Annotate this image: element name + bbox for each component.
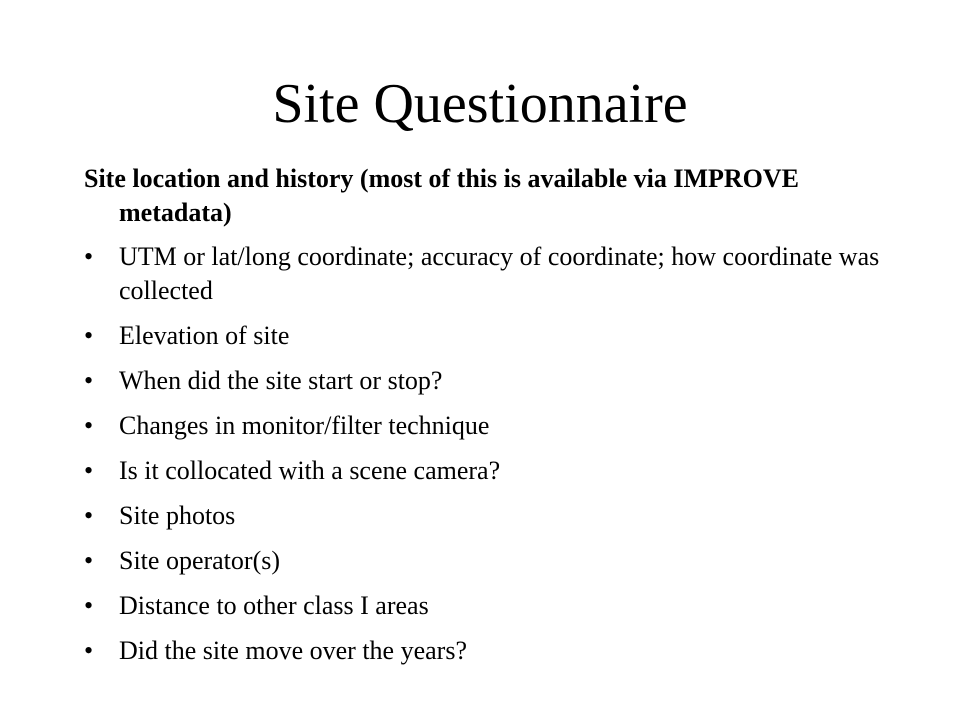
list-item <box>84 544 884 578</box>
bullet-icon: • <box>84 501 94 530</box>
section-heading: Site location and history (most of this is available via IMPROVE metadata) <box>84 164 800 227</box>
bullet-icon: • <box>84 411 94 440</box>
list-item-text: UTM or lat/long coordinate; accuracy of coordinate; how coordinate was collected <box>119 242 880 305</box>
list-item-text: When did the site start or stop? <box>119 366 443 395</box>
list-item <box>84 409 884 443</box>
list-item-text: Site photos <box>119 501 236 530</box>
list-item <box>84 364 884 398</box>
slide-content <box>84 162 884 679</box>
list-item-text: Did the site move over the years? <box>119 636 467 665</box>
list-item-text: Elevation of site <box>119 321 290 350</box>
list-item <box>84 634 884 668</box>
list-item <box>84 499 884 533</box>
bullet-icon: • <box>84 456 94 485</box>
bullet-icon: • <box>84 591 94 620</box>
bullet-icon: • <box>84 242 94 271</box>
list-item <box>84 319 884 353</box>
list-item <box>84 454 884 488</box>
bullet-icon: • <box>84 366 94 395</box>
bullet-icon: • <box>84 321 94 350</box>
bullet-icon: • <box>84 546 94 575</box>
bullet-icon: • <box>84 636 94 665</box>
list-item-text: Is it collocated with a scene camera? <box>119 456 501 485</box>
slide-title: Site Questionnaire <box>272 73 688 135</box>
list-item <box>84 589 884 623</box>
list-item-text: Changes in monitor/filter technique <box>119 411 490 440</box>
list-item <box>84 240 884 308</box>
list-item-text: Distance to other class I areas <box>119 591 429 620</box>
bullet-list <box>84 240 884 668</box>
list-item-text: Site operator(s) <box>119 546 281 575</box>
